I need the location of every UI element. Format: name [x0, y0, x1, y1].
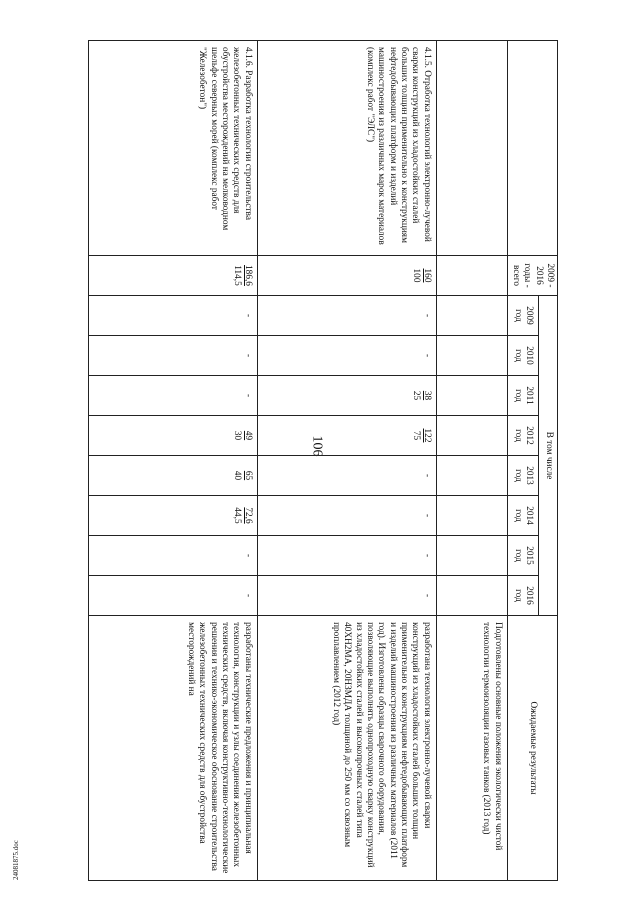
row-4-1-5-2013: -: [257, 456, 436, 496]
continuation-result: Подготовлены основные положения экологически чистой технологии термоизоляции газовых танков (2013 год): [436, 616, 507, 881]
row-4-1-5-total: 160 100: [257, 256, 436, 296]
header-results: Ожидаемые результаты: [507, 616, 557, 881]
row-4-1-6-result: разработаны технические предложения и принципиальная технология, конструкции и узлы соединения железобетонных технических средств, включая конструктивно-технологические решения и технико-экономическое обоснование строительства железобетонных технических средств для обустройства месторождений на: [88, 616, 257, 881]
row-4-1-5-2014: -: [257, 496, 436, 536]
row-4-1-5-2009: -: [257, 296, 436, 336]
row-4-1-5-2011: 38 25: [257, 376, 436, 416]
row-4-1-6-2012: 49 30: [88, 416, 257, 456]
row-4-1-6-2013: 65 40: [88, 456, 257, 496]
continuation-name-cell: [436, 41, 507, 256]
row-4-1-6-2009: -: [88, 296, 257, 336]
table-row: [88, 41, 257, 881]
header-name-blank: [507, 41, 557, 256]
table-row: [257, 41, 436, 881]
row-4-1-6-2016: -: [88, 576, 257, 616]
header-year-2009: 2009 год: [507, 296, 539, 336]
footer-document-name: 24081875.doc: [12, 840, 20, 880]
page-number: 106: [309, 435, 325, 457]
row-4-1-6-total: 186,6 114,5: [88, 256, 257, 296]
table-row-continuation: [436, 41, 507, 881]
row-4-1-6-2011: -: [88, 376, 257, 416]
row-4-1-5-2010: -: [257, 336, 436, 376]
row-4-1-5-2012: 122 75: [257, 416, 436, 456]
row-4-1-5-2015: -: [257, 536, 436, 576]
program-table: [88, 40, 558, 881]
header-year-2014: 2014 год: [507, 496, 539, 536]
header-year-2011: 2011 год: [507, 376, 539, 416]
row-4-1-5-2016: -: [257, 576, 436, 616]
header-year-2016: 2016 год: [507, 576, 539, 616]
header-year-2010: 2010 год: [507, 336, 539, 376]
row-4-1-5-name: 4.1.5. Отработка технологий электронно-лучевой сварки конструкций из хладостойких сталей больших толщин применительно к конструкциям нефтедобывающих платформ и изделий машиностроения из различных марок материалов (комплекс работ "ЭЛС"): [257, 41, 436, 256]
row-4-1-6-2014: 72,6 44,5: [88, 496, 257, 536]
row-4-1-6-2010: -: [88, 336, 257, 376]
header-in-total: В том числе: [539, 296, 558, 616]
rotated-table-sheet: [58, 40, 558, 880]
row-4-1-5-result: разработана технология электронно-лучевой сварки конструкций из хладостойких сталей больших толщин применительно к конструкциям нефтедобывающих платформ и изделий машиностроения из различных материалов (2011 год). Изготовлены образцы сварочного оборудования, позволяющие выполнять однопроходную сварку конструкций из хладостойких сталей и высокопрочных сталей типа 40ХН2МА, 20НЗМДА толщиной до 250 мм со сквозным проплавлением (2012 год): [257, 616, 436, 881]
header-row-1: [539, 41, 558, 881]
header-year-2013: 2013 год: [507, 456, 539, 496]
header-total: 2009 - 2016 годы - всего: [507, 256, 557, 296]
header-year-2015: 2015 год: [507, 536, 539, 576]
row-4-1-6-name: 4.1.6. Разработка технологии строительства железобетонных технических средств для обустройства месторождений на мелководном шельфе северных морей (комплекс работ "Железобетон"): [88, 41, 257, 256]
header-year-2012: 2012 год: [507, 416, 539, 456]
row-4-1-6-2015: -: [88, 536, 257, 576]
